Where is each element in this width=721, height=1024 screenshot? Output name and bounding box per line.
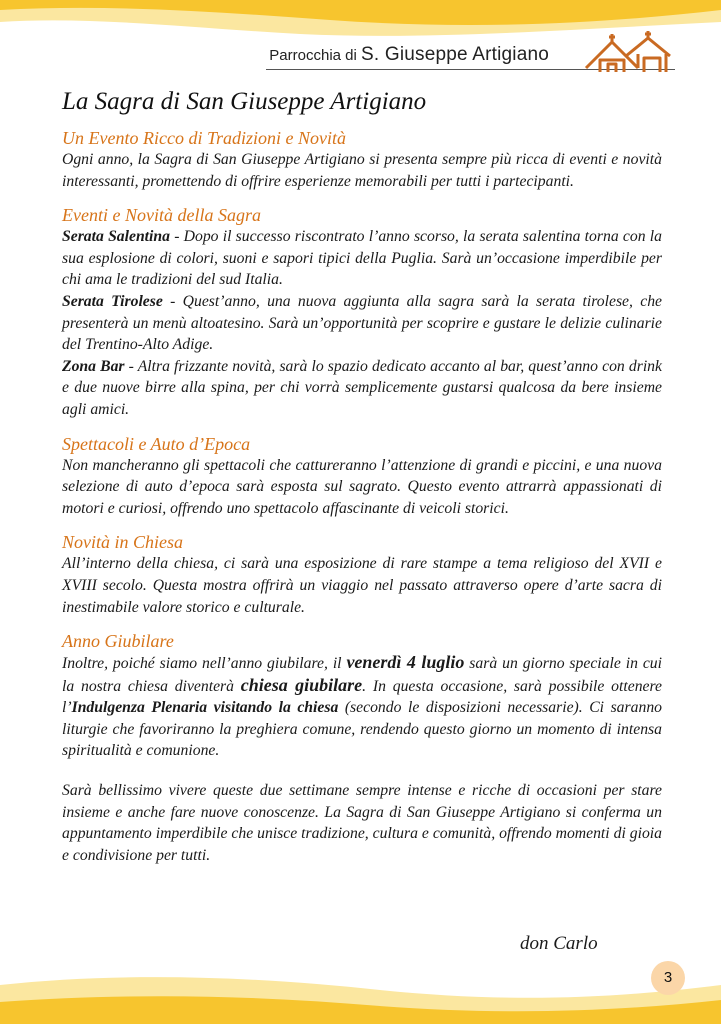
date-highlight: venerdì 4 luglio	[346, 652, 465, 673]
event-text: - Dopo il successo riscontrato l’anno scorso, la serata salentina torna con la sua esplosione di colori, suoni e sapori tipici della Puglia. Sarà un’occasione imperdibile per chi ama le tradizioni del sud Italia.	[62, 228, 662, 289]
section-giubilare	[62, 631, 662, 762]
text-run: . In questa occasione, sarà possibile ottenere l’	[62, 677, 662, 717]
section-heading: Anno Giubilare	[62, 631, 174, 652]
parish-name: S. Giuseppe Artigiano	[361, 44, 549, 65]
article	[62, 88, 662, 866]
text-run: (secondo le disposizioni necessarie). Ci saranno liturgie che favoriranno la preghiera comune, rendendo questo giorno un momento di intensa spiritualità e comunione.	[62, 699, 663, 760]
section-heading: Spettacoli e Auto d’Epoca	[62, 433, 251, 454]
jubilee-highlight: chiesa giubilare	[240, 674, 363, 695]
event-item-salentina	[62, 226, 662, 291]
section-heading: Un Evento Ricco di Tradizioni e Novità	[62, 128, 346, 148]
section-heading: Novità in Chiesa	[62, 532, 183, 553]
signature: don Carlo	[520, 933, 598, 954]
event-item-tirolese	[62, 291, 662, 356]
section-eventi	[62, 205, 662, 420]
parish-header	[269, 44, 549, 66]
event-text: - Quest’anno, una nuova aggiunta alla sagra sarà la serata tirolese, che presenterà un menù altoatesino. Sarà un’opportunità per scoprire e gustare le delizie culinarie del Trentino-Alto Adige.	[62, 292, 662, 354]
section-tradizioni	[62, 128, 662, 192]
page-title: La Sagra di San Giuseppe Artigiano	[62, 88, 427, 115]
section-heading: Eventi e Novità della Sagra	[62, 205, 261, 226]
text-run: Inoltre, poiché siamo nell’anno giubilare, il	[62, 655, 347, 673]
section-text	[62, 652, 662, 762]
text-run: sarà un giorno speciale in cui la nostra chiesa diventerà	[62, 655, 662, 695]
closing-paragraph: Sarà bellissimo vivere queste due settimane sempre intense e ricche di occasioni per stare insieme e anche fare nuove conoscenze. La Sagra di San Giuseppe Artigiano si conferma un appuntamento imperdibile che unisce tradizione, cultura e comunità, offrendo momenti di gioia e condivisione per tutti.	[62, 782, 662, 864]
event-label: Serata Tirolese	[62, 292, 163, 310]
indulgence-highlight: Indulgenza Plenaria visitando la chiesa	[71, 699, 339, 717]
section-text: Non mancheranno gli spettacoli che cattureranno l’attenzione di grandi e piccini, e una nuova selezione di auto d’epoca sarà esposta sul sagrato. Questo evento attrarrà appassionati di motori e curiosi, offrendo uno spettacolo affascinante di veicoli storici.	[62, 456, 662, 517]
event-label: Zona Bar	[62, 357, 125, 375]
section-spettacoli	[62, 434, 662, 520]
event-text: - Altra frizzante novità, sarà lo spazio dedicato accanto al bar, quest’anno con drink e due nuove birre alla spina, per chi vorrà semplicemente gustarsi qualcosa da bere insieme agli amici.	[62, 357, 662, 418]
section-chiesa	[62, 532, 662, 618]
section-text: All’interno della chiesa, ci sarà una esposizione di rare stampe a tema religioso del XVII e XVIII secolo. Questa mostra offrirà un viaggio nel passato attraverso opere d’arte sacra di inestimabile valore storico e culturale.	[62, 555, 662, 616]
event-label: Serata Salentina	[62, 228, 170, 246]
section-text: Ogni anno, la Sagra di San Giuseppe Artigiano si presenta sempre più ricca di eventi e novità interessanti, promettendo di offrire esperienze memorabili per tutti i partecipanti.	[62, 151, 662, 190]
page-number: 3	[651, 961, 685, 995]
event-item-bar	[62, 356, 662, 421]
parish-prefix: Parrocchia di	[269, 47, 362, 64]
church-logo-icon	[582, 28, 680, 74]
